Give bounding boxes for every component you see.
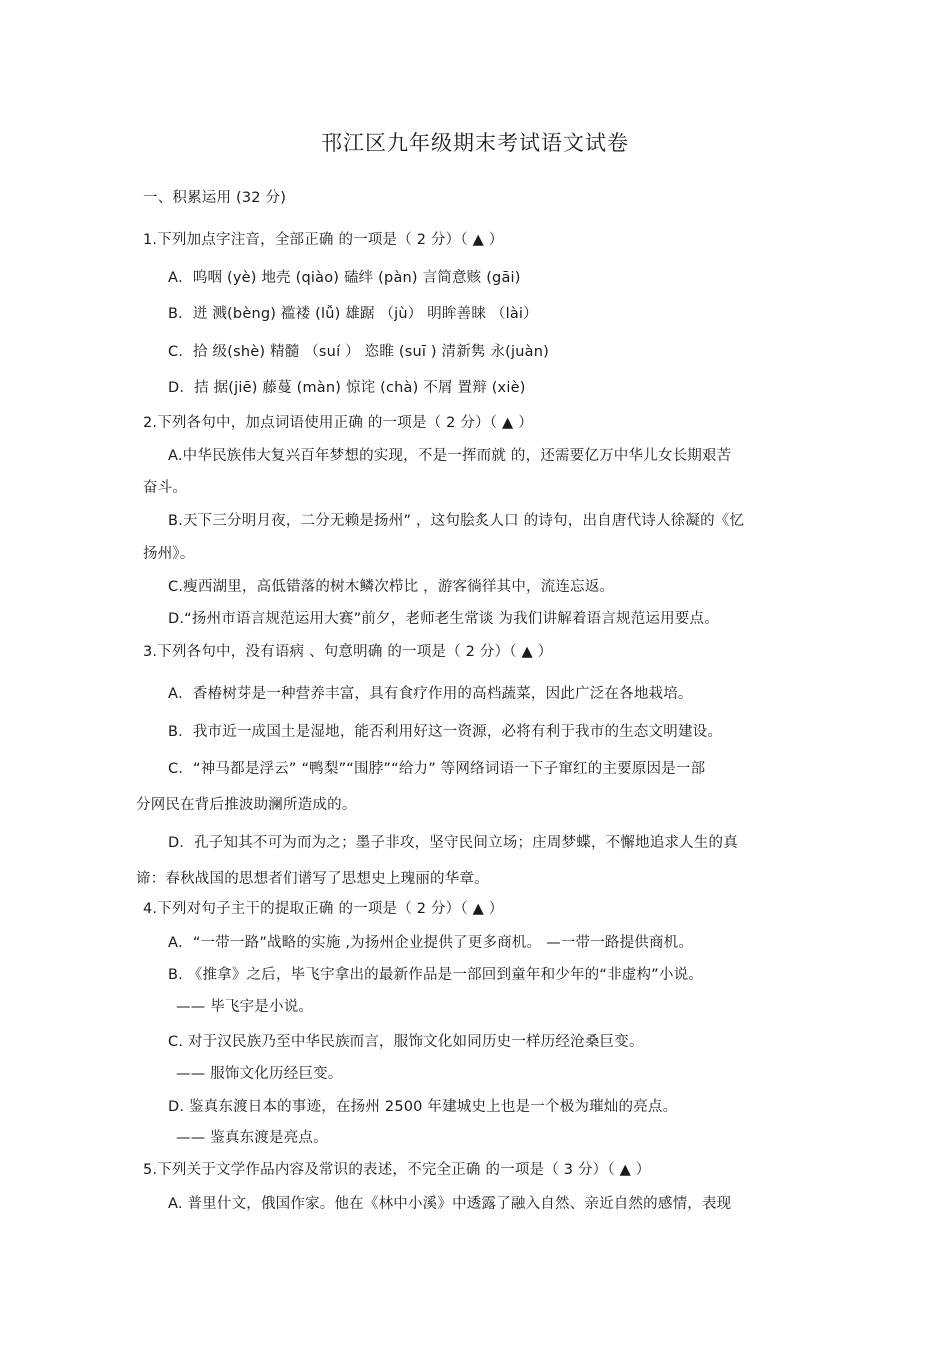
text-line: D．拮 据(jiē) 藤蔓 (màn) 惊诧 (chà) 不屑 置辩 (xiè) [168,380,526,396]
text-line: 奋斗。 [143,480,188,496]
text-line: C．拾 级(shè) 精髓 （suí ） 恣睢 (suī ) 清新隽 永(juàn) [168,344,549,360]
text-line: —— 鉴真东渡是亮点。 [176,1130,328,1146]
text-line: C. 对于汉民族乃至中华民族而言，服饰文化如同历史一样历经沧桑巨变。 [168,1034,644,1050]
text-line: 扬州》。 [143,546,195,562]
text-line: 一、积累运用 (32 分) [143,190,287,206]
text-line: A．“一带一路”战略的实施 ,为扬州企业提供了更多商机。 —一带一路提供商机。 [168,935,694,951]
text-line: A．呜咽 (yè) 地壳 (qiào) 磕绊 (pàn) 言简意赅 (gāi) [168,270,521,286]
text-line: B．我市近一成国土是湿地，能否利用好这一资源，必将有利于我市的生态文明建设。 [168,724,723,740]
text-line: A.中华民族伟大复兴百年梦想的实现，不是一挥而就 的，还需要亿万中华儿女长期艰苦 [168,448,732,464]
text-line: 5.下列关于文学作品内容及常识的表述，不完全正确 的一项是（ 3 分）（ ▲ ） [143,1162,651,1178]
text-line: —— 服饰文化历经巨变。 [176,1066,343,1082]
text-line: D.“扬州市语言规范运用大赛”前夕，老师老生常谈 为我们讲解着语言规范运用要点。 [168,611,719,627]
text-line: 3.下列各句中，没有语病 、句意明确 的一项是（ 2 分）（ ▲ ） [143,644,553,660]
text-line: C.瘦西湖里，高低错落的树木鳞次栉比 ，游客徜徉其中，流连忘返。 [168,579,615,595]
text-line: A. 普里什文，俄国作家。他在《林中小溪》中透露了融入自然、亲近自然的感情，表现 [168,1196,732,1212]
text-line: D．孔子知其不可为而为之；墨子非攻，坚守民间立场；庄周梦蝶，不懈地追求人生的真 [168,835,738,851]
text-line: 2.下列各句中，加点词语使用正确 的一项是（ 2 分）（ ▲ ） [143,415,533,431]
text-line: B.天下三分明月夜，二分无赖是扬州” ，这句脍炙人口 的诗句，出自唐代诗人徐凝的《忆 [168,513,745,529]
text-line: 4.下列对句子主干的提取正确 的一项是（ 2 分）（ ▲ ） [143,901,504,917]
text-line: 1.下列加点字注音，全部正确 的一项是（ 2 分）（ ▲ ） [143,232,504,248]
text-line: B. 《推拿》之后，毕飞宇拿出的最新作品是一部回到童年和少年的“非虚构”小说。 [168,967,703,983]
text-line: B．迸 溅(bèng) 褴褛 (lǚ) 雄踞 （jù） 明眸善睐 （lài） [168,306,538,322]
text-line: 谛：春秋战国的思想者们谱写了思想史上瑰丽的华章。 [136,871,489,887]
page-title: 邗江区九年级期末考试语文试卷 [321,131,629,155]
text-line: D. 鉴真东渡日本的事迹，在扬州 2500 年建城史上也是一个极为璀灿的亮点。 [168,1099,678,1115]
text-line: 分网民在背后推波助澜所造成的。 [136,797,357,813]
text-line: —— 毕飞宇是小说。 [176,999,314,1015]
text-line: C．“神马都是浮云” “鸭梨”“围脖”“给力” 等网络词语一下子窜红的主要原因是一部 [168,761,706,777]
text-line: A．香椿树芽是一种营养丰富，具有食疗作用的高档蔬菜，因此广泛在各地栽培。 [168,686,693,702]
